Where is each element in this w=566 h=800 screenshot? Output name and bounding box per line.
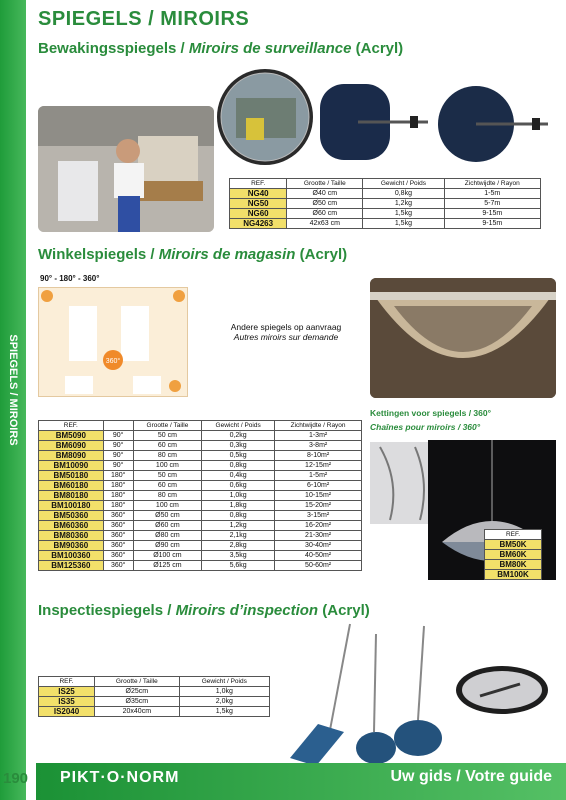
- chains-table: REF. BM50K BM60K BM80K BM100K: [484, 529, 542, 580]
- section-title-inspection: Inspectiespiegels / Miroirs d’inspection (Acryl): [38, 602, 370, 619]
- table-row: IS2040 20x40cm 1,5kg: [39, 707, 270, 717]
- brand-logo: PIKT·O·NORM: [60, 769, 180, 786]
- angles-label: 90° - 180° - 360°: [40, 274, 100, 283]
- table-row: NG40 Ø40 cm 0,8kg 1-5m: [230, 189, 541, 199]
- table-row: BM80180 180° 80 cm 1,0kg 10-15m²: [39, 491, 362, 501]
- inspection-mirrors-photo: [288, 620, 466, 766]
- other-mirrors-note: Andere spiegels op aanvraag Autres miroirs sur demande: [230, 322, 342, 342]
- page-title: SPIEGELS / MIROIRS: [38, 8, 250, 30]
- table-row: BM10090 90° 100 cm 0,8kg 12-15m²: [39, 461, 362, 471]
- table-row: BM80K: [485, 560, 542, 570]
- table-row: BM90360 360° Ø90 cm 2,8kg 30-40m²: [39, 541, 362, 551]
- table-row: BM5090 90° 50 cm 0,2kg 1-3m²: [39, 431, 362, 441]
- table-row: BM50180 180° 50 cm 0,4kg 1-5m²: [39, 471, 362, 481]
- surveillance-table: REF. Grootte / Taille Gewicht / Poids Zichtwijdte / Rayon NG40 Ø40 cm 0,8kg 1-5m NG50 Ø50 cm 1,2kg 5-7m NG60 Ø60 cm 1,5kg 9-15m NG4263 42x63 cm 1,5kg 9-15m: [229, 178, 541, 229]
- rectangular-mirror-photo: [318, 80, 432, 164]
- section-title-surveillance: Bewakingsspiegels / Miroirs de surveillance (Acryl): [38, 40, 404, 57]
- dome-mirror-photo: [370, 278, 556, 398]
- table-row: BM6090 90° 60 cm 0,3kg 3-8m²: [39, 441, 362, 451]
- inspection-table: REF. Grootte / Taille Gewicht / Poids IS25 Ø25cm 1,0kg IS35 Ø35cm 2,0kg IS2040 20x40cm 1,5kg: [38, 676, 270, 717]
- table-row: NG4263 42x63 cm 1,5kg 9-15m: [230, 219, 541, 229]
- table-row: NG60 Ø60 cm 1,5kg 9-15m: [230, 209, 541, 219]
- table-row: BM100360 360° Ø100 cm 3,5kg 40-50m²: [39, 551, 362, 561]
- table-row: BM100K: [485, 570, 542, 580]
- table-row: BM50K: [485, 540, 542, 550]
- section-title-store: Winkelspiegels / Miroirs de magasin (Acryl): [38, 246, 348, 263]
- inspection-mirror-detail-photo: [450, 660, 552, 724]
- table-row: NG50 Ø50 cm 1,2kg 5-7m: [230, 199, 541, 209]
- chains-title: Kettingen voor spiegels / 360° Chaînes pour miroirs / 360°: [370, 408, 492, 432]
- table-row: IS25 Ø25cm 1,0kg: [39, 687, 270, 697]
- table-row: BM125360 360° Ø125 cm 5,6kg 50-60m²: [39, 561, 362, 571]
- table-row: BM50360 360° Ø50 cm 0,8kg 3-15m²: [39, 511, 362, 521]
- store-layout-diagram: [38, 287, 188, 397]
- convex-mirror-photo: [216, 68, 314, 166]
- table-row: BM100180 180° 100 cm 1,8kg 15-20m²: [39, 501, 362, 511]
- table-row: BM80360 360° Ø80 cm 2,1kg 21-30m²: [39, 531, 362, 541]
- side-label: SPIEGELS / MIROIRS: [7, 334, 19, 446]
- page-number: 190: [3, 770, 29, 787]
- store-mirrors-table: REF. Grootte / Taille Gewicht / Poids Zichtwijdte / Rayon BM5090 90° 50 cm 0,2kg 1-3m² BM6090 90° 60 cm 0,3kg 3-8m² BM8090 90° 80 cm 0,5kg 8-10m² BM10090 90° 100 cm 0,8kg 12-15m² BM50180 180° 50 cm 0,4kg 1-5m² BM60180 180° 60 cm 0,6kg 6-10m² BM80180 180° 80 cm 1,0kg 10-15m² BM100180 180° 100 cm 1,8kg 15-20m² BM50360 360° Ø50 cm 0,8kg 3-15m² BM60360 360° Ø60 cm 1,2kg 16-20m² BM80360 360° Ø80 cm 2,1kg 21-30m² BM90360 360° Ø90 cm 2,8kg 30-40m² BM100360 360° Ø100 cm 3,5kg 40-50m² BM125360 360° Ø125 cm 5,6kg 50-60m²: [38, 420, 362, 571]
- table-row: BM60360 360° Ø60 cm 1,2kg 16-20m²: [39, 521, 362, 531]
- table-row: IS35 Ø35cm 2,0kg: [39, 697, 270, 707]
- round-mirror-photo: [436, 80, 556, 166]
- warehouse-photo: [38, 106, 214, 232]
- table-row: BM60180 180° 60 cm 0,6kg 6-10m²: [39, 481, 362, 491]
- diagram-badge: 360°: [105, 358, 121, 365]
- table-row: BM8090 90° 80 cm 0,5kg 8-10m²: [39, 451, 362, 461]
- guide-tagline: Uw gids / Votre guide: [390, 768, 552, 785]
- table-row: BM60K: [485, 550, 542, 560]
